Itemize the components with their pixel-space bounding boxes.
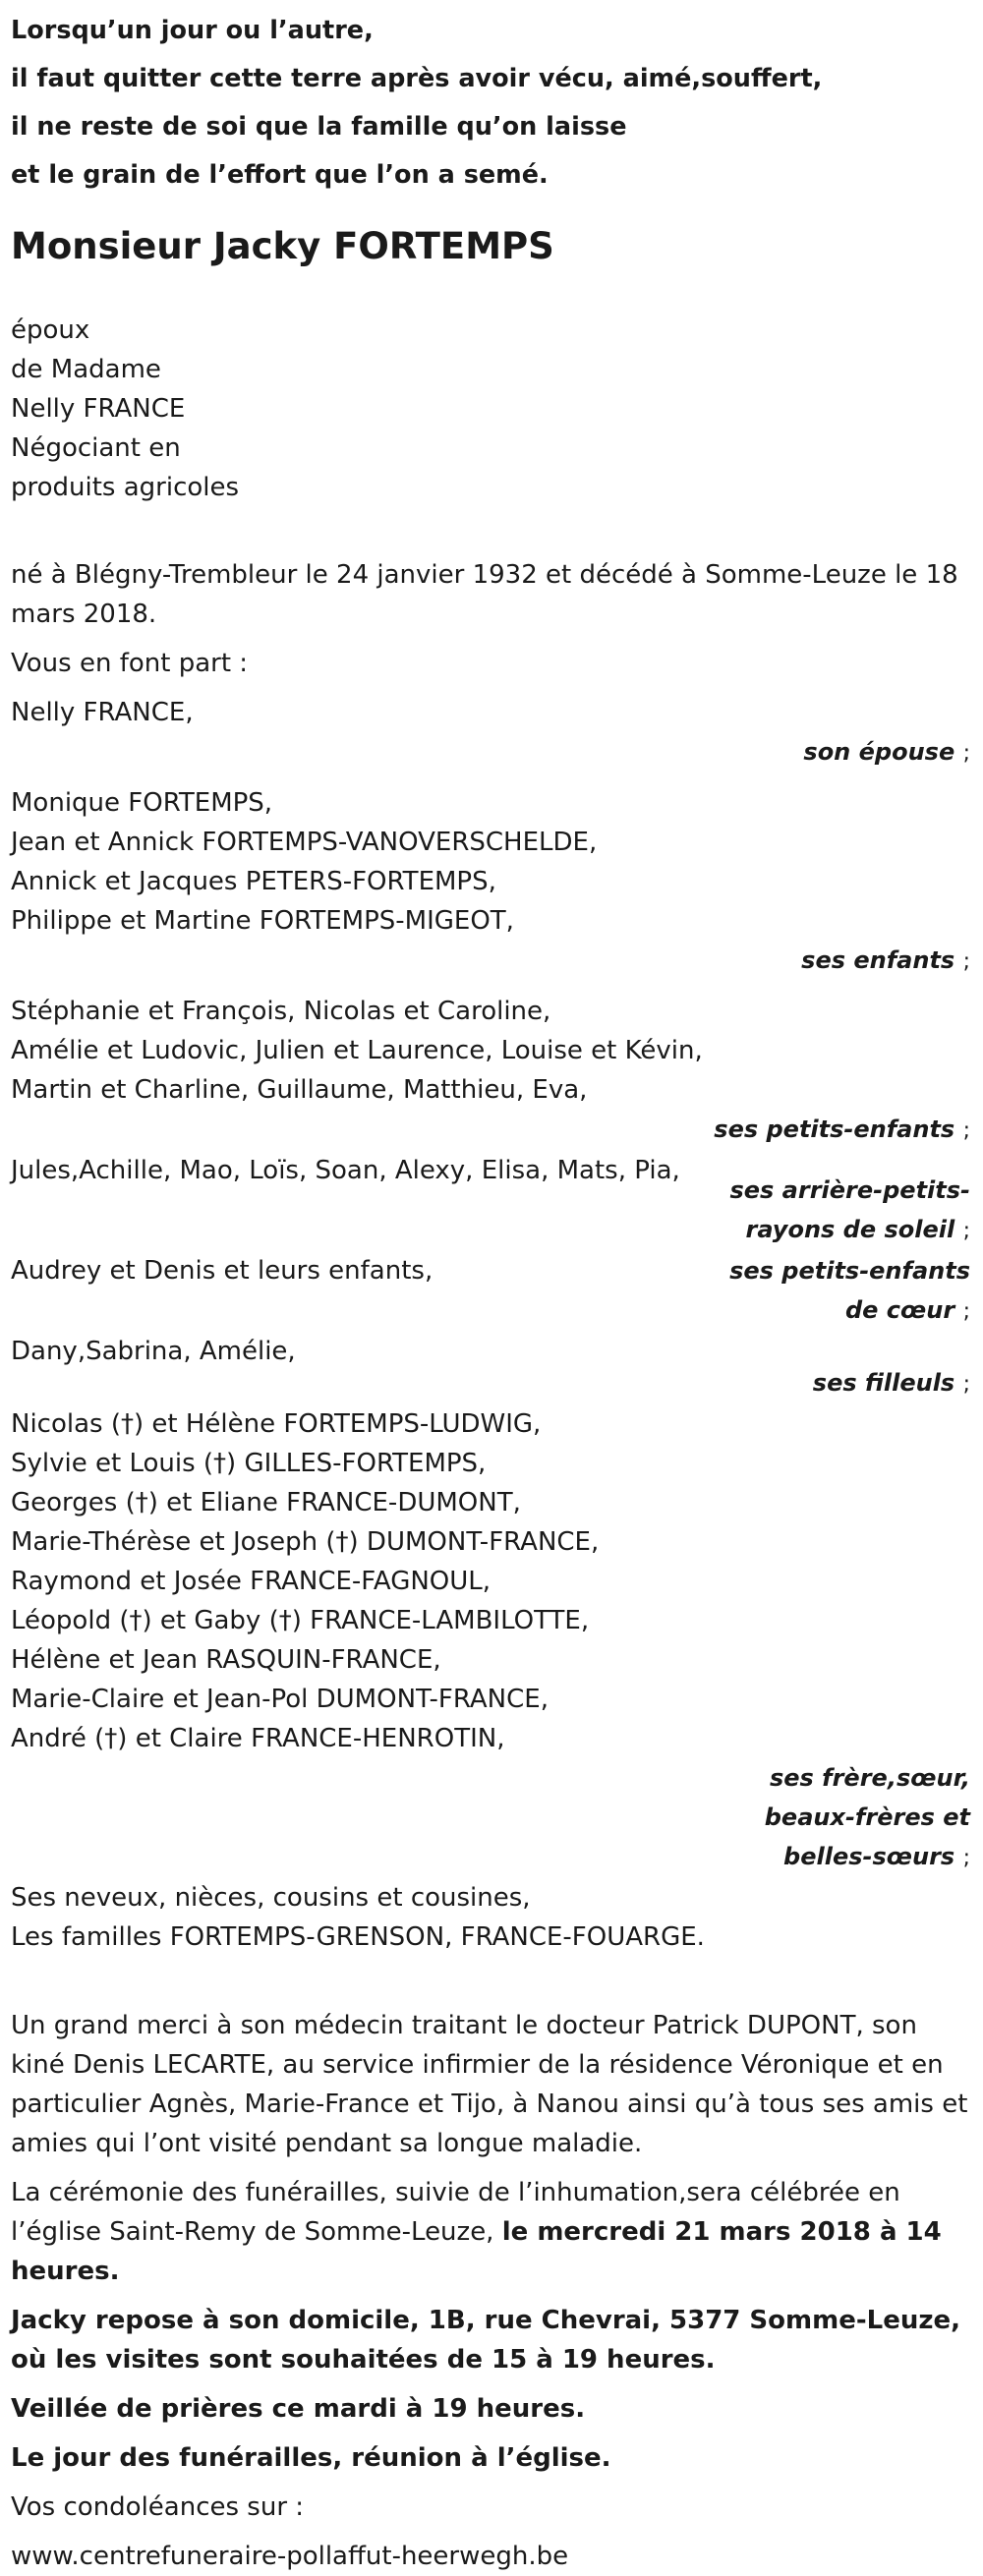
family-name-line: Audrey et Denis et leurs enfants, <box>11 1256 434 1286</box>
role-suffix: ; <box>962 1846 970 1870</box>
role-text: ses enfants <box>801 946 955 974</box>
family-name-line: Philippe et Martine FORTEMPS-MIGEOT, <box>11 906 514 936</box>
spouse-line: Nelly FRANCE <box>11 394 186 424</box>
spouse-line: époux <box>11 315 90 345</box>
poem-line: il faut quitter cette terre après avoir vécu, aimé,souffert, <box>11 64 823 93</box>
family-name-line: Sylvie et Louis (†) GILLES-FORTEMPS, <box>11 1449 487 1478</box>
role-text: ses filleuls <box>812 1369 955 1397</box>
family-name-line: Jules,Achille, Mao, Loïs, Soan, Alexy, Elisa, Mats, Pia, <box>11 1156 680 1185</box>
spouse-info <box>11 311 972 507</box>
family-name-line: Marie-Thérèse et Joseph (†) DUMONT-FRANCE, <box>11 1527 600 1557</box>
thanks-text: Un grand merci à son médecin traitant le docteur Patrick DUPONT, son kiné Denis LECARTE, au service infirmier de la résidence Véronique et en particulier Agnès, Marie-France et Tijo, à Nanou ainsi qu’à tous ses amis et amies qui l’ont visité pendant sa longue maladie. <box>11 2011 968 2158</box>
family-name-line: Hélène et Jean RASQUIN-FRANCE, <box>11 1645 441 1675</box>
spouse-line: Négociant en <box>11 433 181 463</box>
birth-death-text: né à Blégny-Trembleur le 24 janvier 1932 et décédé à Somme-Leuze le 18 mars 2018. <box>11 560 958 629</box>
family-group-great-grandchildren <box>11 1151 972 1251</box>
role-suffix: ; <box>962 1299 970 1324</box>
ceremony-details: La cérémonie des funérailles, suivie de l’inhumation,sera célébrée en l’église Saint-Remy de Somme-Leuze, <box>11 2178 900 2247</box>
role-text: son épouse <box>803 738 955 766</box>
extended-family-line: Les familles FORTEMPS-GRENSON, FRANCE-FOUARGE. <box>11 1922 705 1952</box>
family-name-line: Annick et Jacques PETERS-FORTEMPS, <box>11 867 496 896</box>
family-name-line: Monique FORTEMPS, <box>11 788 273 818</box>
family-group-children <box>11 783 972 982</box>
role-label <box>11 1110 972 1151</box>
family-name-line: Nicolas (†) et Hélène FORTEMPS-LUDWIG, <box>11 1409 542 1439</box>
role-suffix: ; <box>962 741 970 766</box>
rest-notice: Jacky repose à son domicile, 1B, rue Chevrai, 5377 Somme-Leuze, où les visites sont souhaitées de 15 à 19 heures. <box>11 2306 960 2375</box>
role-text: beaux-frères et <box>764 1803 970 1831</box>
poem-line: Lorsqu’un jour ou l’autre, <box>11 16 374 45</box>
role-text: rayons de soleil <box>745 1216 955 1243</box>
family-name-line: Marie-Claire et Jean-Pol DUMONT-FRANCE, <box>11 1685 549 1714</box>
role-label <box>729 1251 972 1332</box>
deceased-name: Monsieur Jacky FORTEMPS <box>11 225 554 267</box>
family-name-line: Jean et Annick FORTEMPS-VANOVERSCHELDE, <box>11 828 598 857</box>
family-name-line: Amélie et Ludovic, Julien et Laurence, Louise et Kévin, <box>11 1036 703 1065</box>
ceremony-date: le mercredi 21 mars 2018 à 14 heures. <box>11 2217 942 2286</box>
poem <box>11 7 972 200</box>
role-suffix: ; <box>962 1372 970 1397</box>
family-group-heart-grandchildren <box>11 1251 972 1332</box>
funeral-day-notice: Le jour des funérailles, réunion à l’église. <box>11 2443 611 2473</box>
family-group-spouse <box>11 693 972 773</box>
role-label <box>11 1758 972 1878</box>
role-text: ses petits-enfants <box>714 1116 955 1143</box>
role-label <box>11 732 972 773</box>
family-name-line: Stéphanie et François, Nicolas et Caroline, <box>11 997 551 1026</box>
family-name-line: André (†) et Claire FRANCE-HENROTIN, <box>11 1724 505 1753</box>
poem-line: et le grain de l’effort que l’on a semé. <box>11 160 549 190</box>
family-group-grandchildren <box>11 992 972 1151</box>
role-suffix: ; <box>962 949 970 974</box>
role-text: ses petits-enfants <box>729 1257 970 1285</box>
family-name-line: Léopold (†) et Gaby (†) FRANCE-LAMBILOTTE, <box>11 1606 590 1635</box>
family-name-line: Martin et Charline, Guillaume, Matthieu, Eva, <box>11 1075 588 1105</box>
family-name-line: Nelly FRANCE, <box>11 698 194 727</box>
role-suffix: ; <box>962 1219 970 1243</box>
role-suffix: ; <box>962 1118 970 1143</box>
role-text: belles-sœurs <box>783 1843 955 1870</box>
role-text: ses arrière-petits- <box>729 1176 970 1204</box>
condolences-label: Vos condoléances sur : <box>11 2492 305 2522</box>
poem-line: il ne reste de soi que la famille qu’on laisse <box>11 112 627 142</box>
role-label <box>729 1171 972 1251</box>
family-name-line: Georges (†) et Eliane FRANCE-DUMONT, <box>11 1488 521 1517</box>
announce-text: Vous en font part : <box>11 649 249 678</box>
family-name-line: Raymond et Josée FRANCE-FAGNOUL, <box>11 1567 492 1596</box>
spouse-line: produits agricoles <box>11 473 240 502</box>
extended-family <box>11 1878 972 1957</box>
role-text: ses frère,sœur, <box>769 1764 970 1792</box>
role-label <box>11 941 972 982</box>
website-link[interactable]: www.centrefuneraire-pollaffut-heerwegh.be <box>11 2542 569 2571</box>
spouse-line: de Madame <box>11 355 161 384</box>
vigil-notice: Veillée de prières ce mardi à 19 heures. <box>11 2394 586 2424</box>
family-group-siblings <box>11 1404 972 1878</box>
extended-family-line: Ses neveux, nièces, cousins et cousines, <box>11 1883 531 1913</box>
obituary-page <box>0 7 983 2576</box>
ceremony-text <box>11 2173 972 2291</box>
family-name-line: Dany,Sabrina, Amélie, <box>11 1337 296 1366</box>
family-group-godchildren <box>11 1332 972 1404</box>
role-text: de cœur <box>844 1296 955 1324</box>
